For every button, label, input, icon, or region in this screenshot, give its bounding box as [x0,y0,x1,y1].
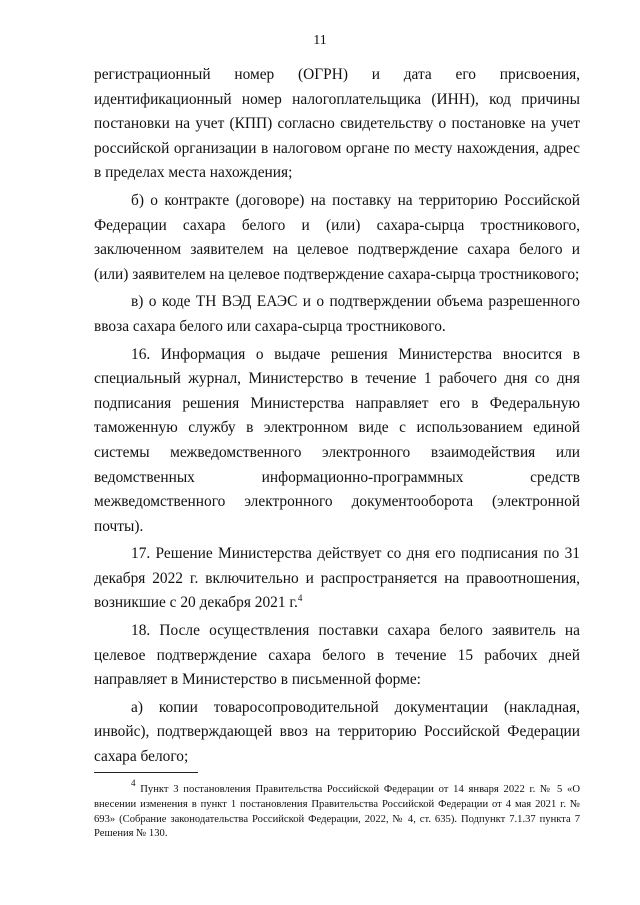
paragraph-17 [94,542,580,616]
paragraph-registration-details: регистрационный номер (ОГРН) и дата его присвоения, идентификационный номер налогоплательщика (ИНН), код причины постановки на учет (КПП) согласно свидетельству о постановке на учет российской организации в налоговом органе по месту нахождения, адрес в пределах места нахождения; [94,66,580,182]
paragraph-item-a: а) копии товаросопроводительной документации (накладная, инвойс), подтверждающей ввоз на территорию Российской Федерации сахара белого; [94,698,580,766]
footnote-divider [94,772,198,773]
paragraph-item-b: б) о контракте (договоре) на поставку на территорию Российской Федерации сахара белого и (или) сахара-сырца тростникового, заключенном заявителем на целевое подтверждение сахара белого и (или) заявителем на целевое подтверждение сахара-сырца тростникового; [94,191,580,283]
paragraph-17-text: 17. Решение Министерства действует со дня его подписания по 31 декабря 2022 г. включительно и распространяется на правоотношения, возникшие с 20 декабря 2021 г. [94,545,580,612]
footnote-reference: 4 [297,593,303,604]
paragraph-item-v: в) о коде ТН ВЭД ЕАЭС и о подтверждении объема разрешенного ввоза сахара белого или сахара-сырца тростникового. [94,293,580,335]
page-number: 11 [313,33,327,48]
paragraph-18: 18. После осуществления поставки сахара белого заявитель на целевое подтверждение сахара белого в течение 15 рабочих дней направляет в Министерство в письменной форме: [94,622,580,689]
footnote-marker: 4 [131,778,136,788]
paragraph-16: 16. Информация о выдаче решения Министерства вносится в специальный журнал, Министерство в течение 1 рабочего дня со дня подписания решения Министерства направляет его в Федеральную таможенную службу в электронном виде с использованием единой системы межведомственного электронного взаимодействия или ведомственных информационно-программных средств межведомственного электронного документооборота (электронной почты). [94,345,580,535]
footnote [94,778,580,842]
footnote-text: Пункт 3 постановления Правительства Российской Федерации от 14 января 2022 г. № 5 «О внесении изменения в пункт 1 постановления Правительства Российской Федерации от 4 мая 2021 г. № 693» (Собрание законодательства Российской Федерации, 2022, № 4, ст. 635). Подпункт 7.1.37 пункта 7 Решения № 130. [94,784,580,840]
document-body [94,63,580,770]
